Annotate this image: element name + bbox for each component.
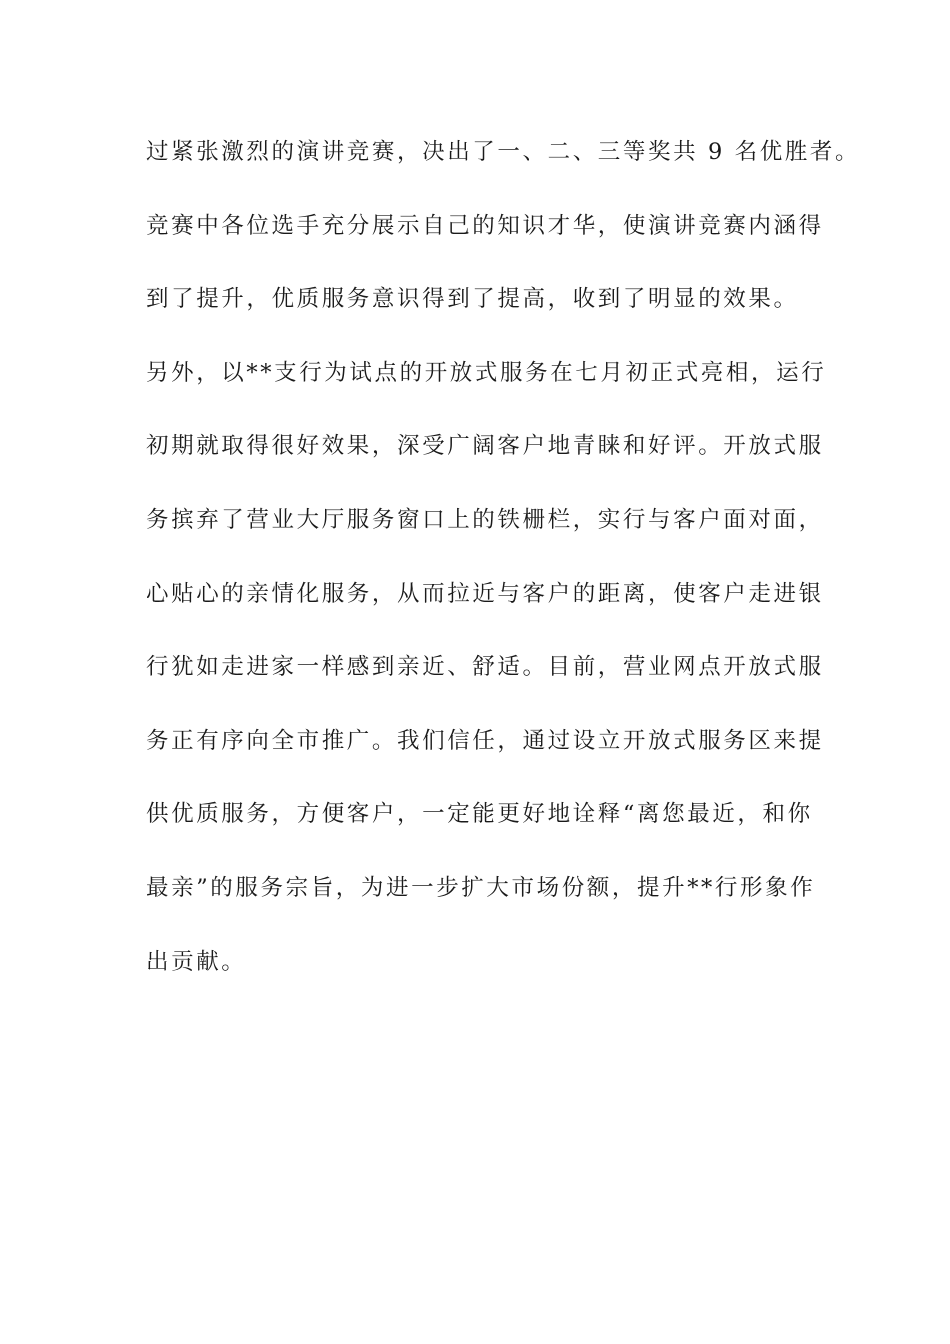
text-line-11: 最亲”的服务宗旨，为进一步扩大市场份额，提升**行形象作 xyxy=(146,874,816,901)
text-line-12: 出贡献。 xyxy=(146,948,247,975)
text-line-3: 到了提升，优质服务意识得到了提高，收到了明显的效果。 xyxy=(146,286,799,313)
text-line-10: 供优质服务，方便客户，一定能更好地诠释“离您最近，和你 xyxy=(146,801,813,828)
text-line-9: 务正有序向全市推广。我们信任，通过设立开放式服务区来提 xyxy=(146,727,824,754)
text-line-6: 务摈弃了营业大厅服务窗口上的铁栅栏，实行与客户面对面， xyxy=(146,506,824,533)
text-line-1: 过紧张激烈的演讲竞赛，决出了一、二、三等奖共 9 名优胜者。 xyxy=(146,139,861,165)
text-line-8: 行犹如走进家一样感到亲近、舒适。目前，营业网点开放式服 xyxy=(146,654,824,681)
body-text xyxy=(146,124,861,1007)
text-line-7: 心贴心的亲情化服务，从而拉近与客户的距离，使客户走进银 xyxy=(146,580,824,607)
text-line-2: 竞赛中各位选手充分展示自己的知识才华，使演讲竞赛内涵得 xyxy=(146,212,824,239)
text-line-4: 另外，以**支行为试点的开放式服务在七月初正式亮相，运行 xyxy=(146,359,827,386)
text-line-5: 初期就取得很好效果，深受广阔客户地青睐和好评。开放式服 xyxy=(146,433,824,460)
